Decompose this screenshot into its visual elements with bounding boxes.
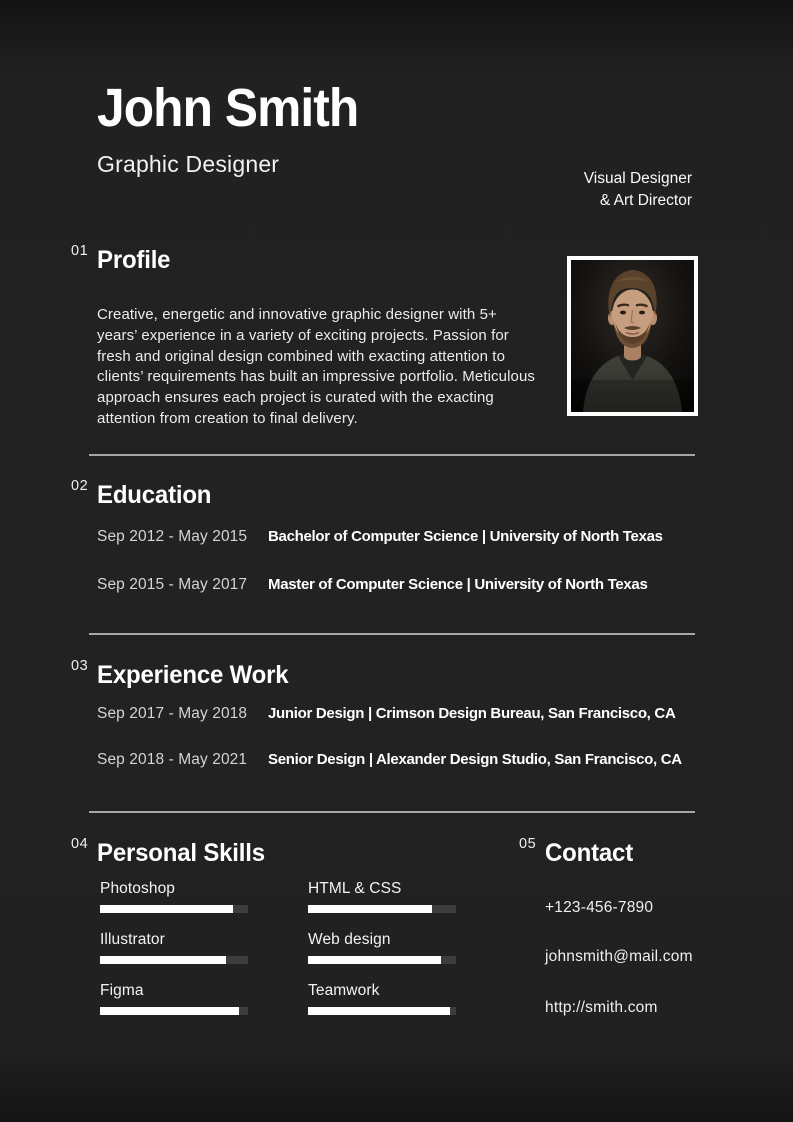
section-number: 05 [519,836,537,852]
skill-progress-fill [308,1007,450,1015]
skill-progress-fill [308,905,432,913]
skill-progress-fill [100,1007,239,1015]
education-detail: Master of Computer Science | University of North Texas [268,576,648,593]
skill-progress-track [308,956,456,964]
profile-text: Creative, energetic and innovative graphic designer with 5+ years’ experience in a variety of exciting projects. Passion for fresh and original design combined with exacting attention to clients’ requirements has built an impressive portfolio. Meticulous approach ensures each project is curated with the exacting attention from creation to final delivery. [97,306,536,427]
divider [89,811,695,813]
section-heading-profile [71,243,173,275]
divider [89,454,695,456]
skill-item [308,931,456,964]
experience-detail: Senior Design | Alexander Design Studio, San Francisco, CA [268,751,682,768]
section-title: Education [97,481,212,509]
skill-label: Teamwork [308,982,380,999]
education-dates: Sep 2012 - May 2015 [97,528,248,545]
skill-label: HTML & CSS [308,880,402,897]
portrait-illustration [571,260,694,412]
skill-progress-track [308,905,456,913]
skill-item [100,931,248,964]
tagline-line-1: Visual Designer [583,170,692,187]
education-dates: Sep 2015 - May 2017 [97,576,248,593]
skill-item [100,880,248,913]
skill-label: Web design [308,931,391,948]
skill-progress-fill [308,956,441,964]
contact-website: http://smith.com [545,999,658,1016]
section-title: Personal Skills [97,839,265,867]
tagline [584,168,692,211]
section-title: Contact [545,839,633,867]
experience-row [97,751,737,769]
contact-email: johnsmith@mail.com [545,948,693,965]
divider [89,633,695,635]
skill-item [308,982,456,1015]
section-number: 03 [71,658,89,674]
person-name: John Smith [97,78,359,138]
skill-label: Photoshop [100,880,176,897]
section-heading-contact [519,836,637,868]
skill-progress-fill [100,956,226,964]
tagline-line-2: & Art Director [599,191,692,209]
section-heading-experience [71,658,296,690]
skill-progress-track [100,956,248,964]
experience-dates: Sep 2017 - May 2018 [97,705,248,722]
education-row [97,528,737,546]
section-title: Experience Work [97,661,289,689]
skill-progress-track [100,1007,248,1015]
education-row [97,576,737,594]
skill-label: Illustrator [100,931,165,948]
section-title: Profile [97,246,171,274]
section-number: 02 [71,478,89,494]
person-role: Graphic Designer [97,151,280,177]
experience-row [97,705,737,723]
education-detail: Bachelor of Computer Science | University of North Texas [268,528,663,545]
skill-progress-fill [100,905,233,913]
skill-progress-track [100,905,248,913]
skill-progress-track [308,1007,456,1015]
section-number: 04 [71,836,89,852]
section-heading-education [71,478,216,510]
skill-label: Figma [100,982,144,999]
skill-item [308,880,456,913]
contact-phone: +123-456-7890 [545,899,654,916]
skill-item [100,982,248,1015]
section-number: 01 [71,243,89,259]
section-heading-skills [71,836,272,868]
portrait-photo [567,256,698,416]
experience-dates: Sep 2018 - May 2021 [97,751,248,768]
experience-detail: Junior Design | Crimson Design Bureau, San Francisco, CA [268,705,676,722]
